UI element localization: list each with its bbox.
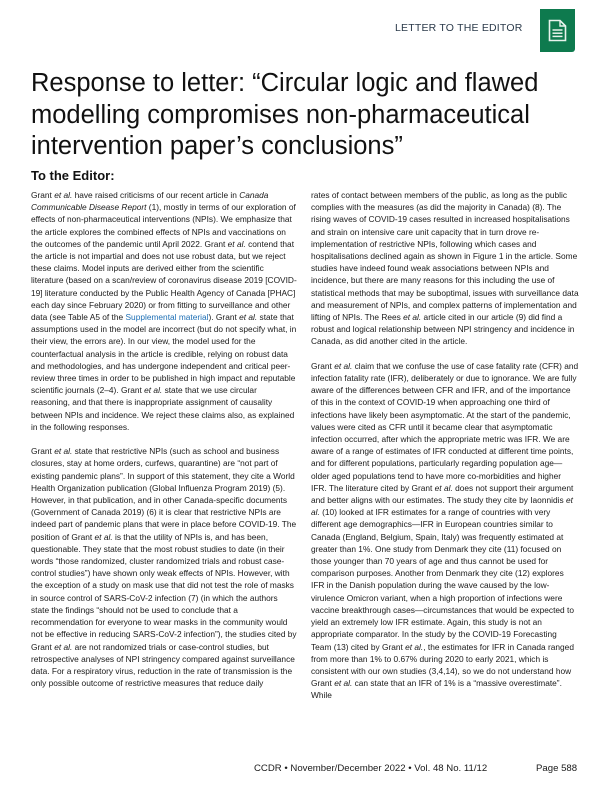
body-column-right <box>311 189 579 702</box>
section-icon-badge <box>540 9 575 52</box>
paragraph: rates of contact between members of the public, as long as the public complies with the measures (as did the majority in Canada) (8). The rising waves of COVID-19 cases resulted in increased hospitalisations and strain on intensive care unit capacity that in turn drove re-implementation of restrictive NPIs, following which cases and hospitalisations declined again as shown in Figure 1 in the article. Some studies have indeed found weak associations between NPIs and incidence, but there are many reasons for this including the use of statistical methods that may be suboptimal, issues with surveillance data and measurement of NPIs, and complex patterns of implementation and lifting of NPIs. The Rees et al. article cited in our article (9) did find a robust and logical relationship between NPI stringency and incidence in Canada, as did another cited in the article. <box>311 190 579 347</box>
paragraph: Grant et al. state that restrictive NPIs (such as school and business closures, stay at home orders, curfews, quarantine) are “not part of existing pandemic plans”. In support of this statement, they cite a World Health Organization publication (Global Influenza Program 2019) (5). However, in that publication, and in other Canada-specific documents (Government of Canada 2019) (6) it is clear that restrictive NPIs are indeed part of pandemic plans that were in place before COVID-19. The position of Grant et al. is that the utility of NPIs is, and has been, questionable. They state that the most robust studies to date (in their words “those randomized, cluster randomized trials and robust case-control studies”) have shown only weak effects of NPIs. However, with the exception of a study on mask use that did not test the role of masks in source control of SARS-CoV-2 infection (7) (in which the authors state the findings “should not be used to conclude that a recommendation for everyone to wear masks in the community would not be effective in reducing SARS-CoV-2 infection”), the studies cited by Grant et al. are not randomized trials or case-control studies, but retrospective analyses of NPI stringency compared against surveillance data. For a respiratory virus, reduction in the rate of transmission is the only possible outcome of restrictive measures that reduce daily <box>31 446 297 689</box>
document-icon <box>548 19 567 42</box>
paragraph: Grant et al. have raised criticisms of our recent article in Canada Communicable Disease Report (1), mostly in terms of our exploration of effects of non-pharmaceutical interventions (NPIs). We emphasize that the article explores the combined effects of NPIs and vaccinations on the outcomes of the pandemic until April 2022. Grant et al. contend that the article is not impartial and does not use robust data, but we reject these claims. Model inputs are derived either from the scientific literature (based on a scan/review of coronavirus disease 2019 [COVID-19] literature conducted by the Public Health Agency of Canada [PHAC] each day since February 2020) or from fitting to surveillance and other data (see Table A5 of the Supplemental material). Grant et al. state that assumptions used in the model are incorrect (but do not specify what, in their view, the errors are). In our view, the model used for the counterfactual analysis in the article is credible, relying on robust data and methodologies, and has undergone independent and critical peer-review three times in order to be published in high impact and reputable scientific journals (2–4). Grant et al. state that we use circular reasoning, and that there is inappropriate assignment of causality between NPIs and incidence. We reject these claims also, as explained in the following responses. <box>31 190 297 432</box>
supplemental-material-link[interactable]: Supplemental material <box>125 312 209 323</box>
footer-page-number: Page 588 <box>536 763 578 774</box>
paragraph: Grant et al. claim that we confuse the use of case fatality rate (CFR) and infection fatality rate (IFR), deliberately or due to ignorance. We are fully aware of the differences between CFR and IFR, and of the importance of this in the context of COVID-19 when approaching one third of infections have likely been asymptomatic. At the start of the pandemic, values were cited as CFR until it became clear that asymptomatic infection occurred, after which the appropriate metric was IFR. We are aware of a range of estimates of IFR conducted at different time points, and for different populations, particularly regarding population age—older aged populations tend to have more co-morbidities and higher IFR. The literature cited by Grant et al. does not support their argument and better aligns with our estimates. The study they cite by Iaonnidis et al. (10) looked at IFR estimates for a range of countries with very different age demographics—IFR in European countries similar to Canada (England, Belgium, Spain, Italy) was frequently estimated at greater than 1%. One study from Denmark they cite (11) focused on those younger than 70 years of age and thus cannot be used for comparison purposes. Another from Denmark they cite (12) explores IFR in the Danish population during the wave caused by the low-virulence Omicron variant, when a high proportion of infections were vaccine breakthrough cases—circumstances that would be expected to yield an extremely low IFR estimate. Again, this study is not an appropriate comparator. In the study by the COVID-19 Forecasting Team (13) cited by Grant et al., the estimates for IFR in Canada ranged from more than 1% to 0.67% during 2020 to early 2021, which is consistent with our own studies (3,4,14), so we do not understand how Grant et al. can state that an IFR of 1% is a “massive overestimate”. While <box>311 360 579 701</box>
section-label: LETTER TO THE EDITOR <box>395 22 523 34</box>
body-column-left <box>31 189 298 689</box>
footer-journal-info: CCDR • November/December 2022 • Vol. 48 No. 11/12 <box>254 763 488 774</box>
article-title: Response to letter: “Circular logic and flawed modelling compromises non-pharmaceutical intervention paper’s conclusions” <box>31 69 539 160</box>
salutation: To the Editor: <box>31 168 115 183</box>
